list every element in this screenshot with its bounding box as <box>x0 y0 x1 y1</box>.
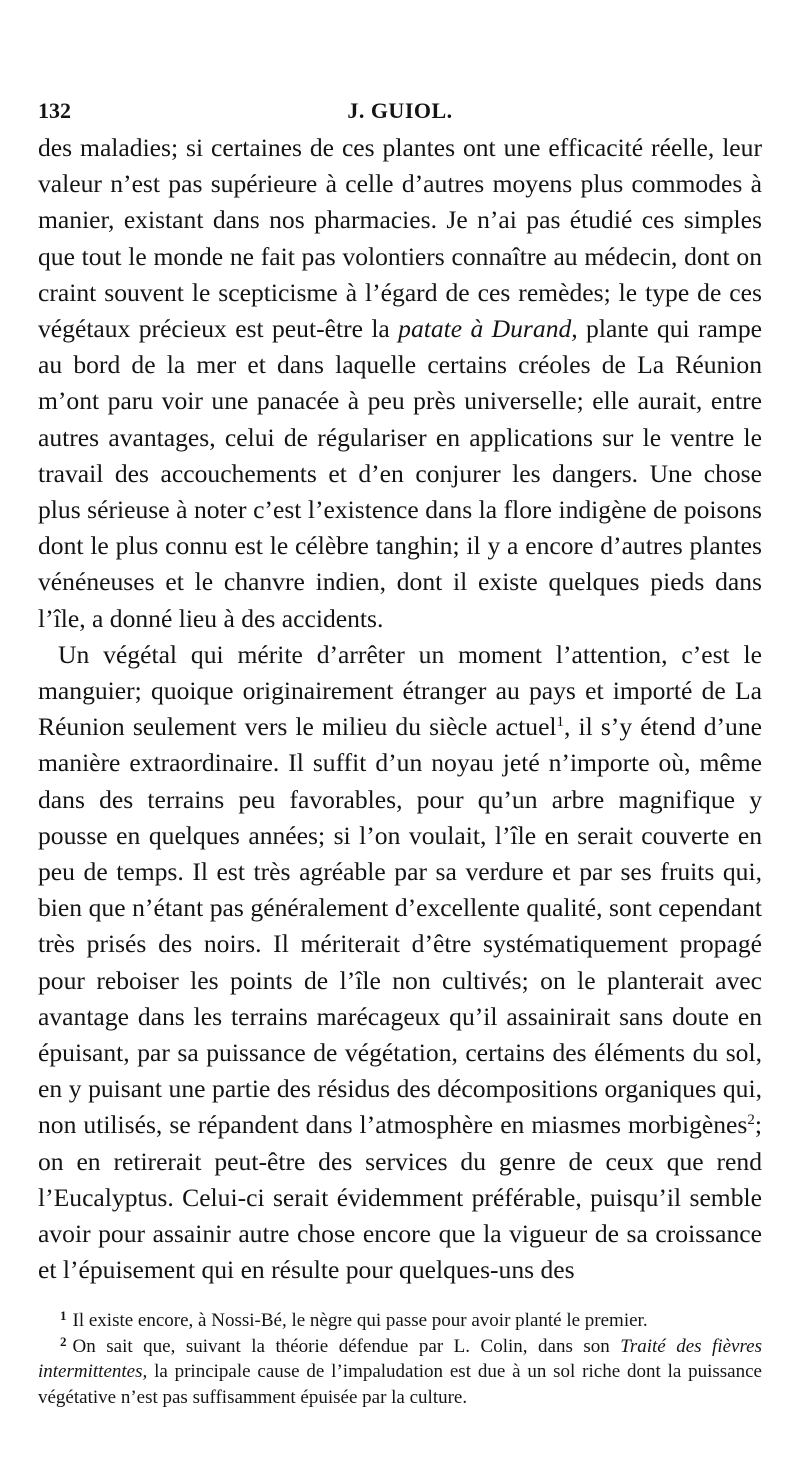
footnote-1-mark: 1 <box>60 1308 67 1323</box>
paragraph-2-text-b: , il s’y étend d’une manière extraordinaire. Il suffit d’un noyau jeté n’importe où, même dans des terrains peu favorables, pour qu’un arbre magnifique y pousse en quelques années; si l’on voulait, l’île en serait couverte en peu de temps. Il est très agréable par sa verdure et par ses fruits qui, bien que n’étant pas généralement d’excellente qualité, sont cependant très prisés des noirs. Il mériterait d’être systématiquement propagé pour reboiser les points de l’île non cultivés; on le planterait avec avantage dans les terrains marécageux qu’il assainirait sans doute en épuisant, par sa puissance de végétation, certains des éléments du sol, en y puisant une partie des résidus des décompositions organiques qui, non utilisés, se répandent dans l’atmosphère en miasmes morbigènes <box>38 712 762 1140</box>
paragraph-2-text-a: Un végétal qui mérite d’arrêter un moment l’attention, c’est le manguier; quoique originairement étranger au pays et importé de La Réunion seulement vers le milieu du siècle actuel <box>38 639 762 742</box>
paragraph-2-text-c: ; on en retirerait peut-être des services du genre de ceux que rend l’Eucalyptus. Celui-ci serait évidemment préférable, puisqu’il semble avoir pour assainir autre chose encore que la vigueur de sa croissance et l’épuisement qui en résulte pour quelques-uns des <box>38 1110 762 1285</box>
main-text <box>38 130 762 1289</box>
footnote-ref-1: 1 <box>556 714 565 731</box>
paragraph-2 <box>38 637 762 1289</box>
running-head: J. GUIOL. <box>347 98 453 123</box>
footnote-2-text-b: la principale cause de l’impaludation est due à un sol riche dont la puissance végétative n’est pas suffisamment épuisée par la culture. <box>38 1361 762 1408</box>
page-header <box>38 96 762 132</box>
footnote-1-text: Il existe encore, à Nossi-Bé, le nègre qui passe pour avoir planté le premier. <box>72 1310 648 1331</box>
italic-phrase-patate: patate à Durand, <box>398 314 578 344</box>
footnote-2-mark: 2 <box>60 1333 67 1349</box>
paragraph-1 <box>38 130 762 637</box>
page-number: 132 <box>38 98 71 123</box>
paragraph-1-text-b: plante qui rampe au bord de la mer et dans laquelle certains créoles de La Réunion m’ont paru voir une panacée à peu près universelle; elle aurait, entre autres avantages, celui de régulariser en applications sur le ventre le travail des accouchements et d’en conjurer les dangers. Une chose plus sérieuse à noter c’est l’existence dans la flore indigène de poisons dont le plus connu est le célèbre tanghin; il y a encore d’autres plantes vénéneuses et le chanvre indien, dont il existe quelques pieds dans l’île, a donné lieu à des accidents. <box>38 314 762 633</box>
footnote-2-italic-title: Traité des fièvres intermittentes, <box>38 1335 763 1382</box>
footnote-ref-2: 2 <box>747 1112 755 1129</box>
paragraph-1-text-a: des maladies; si certaines de ces plantes ont une efficacité réelle, leur valeur n’est pas supérieure à celle d’autres moyens plus commodes à manier, existant dans nos pharmacies. Je n’ai pas étudié ces simples que tout le monde ne fait pas volontiers connaître au médecin, dont on craint souvent le scepticisme à l’égard de ces remèdes; le type de ces végétaux précieux est peut-être la <box>38 133 762 344</box>
footnotes <box>38 1308 762 1410</box>
footnote-2 <box>38 1334 762 1411</box>
footnote-2-text-a: On sait que, suivant la théorie défendue par L. Colin, dans son <box>72 1335 621 1357</box>
footnote-1 <box>38 1308 762 1334</box>
